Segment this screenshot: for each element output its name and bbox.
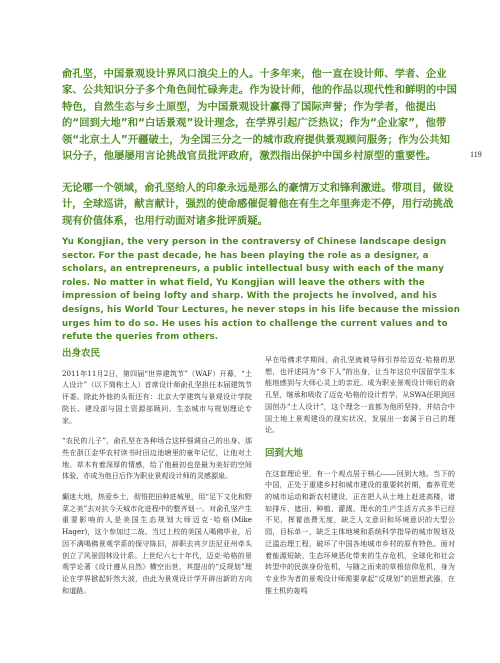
page-number: 119 xyxy=(470,150,482,159)
body-paragraph: 早在哈佛求学期间，俞孔坚就被导师引荐给迈克·哈格的思想，也评述同为“乡下人”的出身，让当年这位中国留学生本能地感到与大师心灵上的亲近。成为职业景观设计师后的俞孔坚，继承和吸收了迈克·哈格的设计哲学，从SWA任职到回国创办“土人设计”，这个理念一直都为他所坚持，并结合中国土地上景观建设的现实状况，发展出一套属于自己的理论。 xyxy=(265,355,455,435)
right-column xyxy=(265,354,455,605)
section-heading-back-to-land: 回到大地 xyxy=(265,447,304,459)
lead-paragraph-en: Yu Kongjian, the very person in the contraversy of Chinese landscape design sector. For the past decade, he has been playing the role as a designer, a scholars, an entrepreneurs, a public intellectual busy with each of the many roles. No matter in what field, Yu Kongjian will leave the others with the impression of being lofty and sharp. With the projects he involved, and his designs, his World Tour Lectures, he never stops in his life because the mission urges him to do so. He uses his action to challenge the current values and to refute the queries from others. xyxy=(62,237,460,343)
lead-paragraph-cn: 俞孔坚，中国景观设计界风口浪尖上的人。十多年来，他一直在设计师、学者、企业家、公共知识分子多个角色间忙碌奔走。作为设计师，他的作品以现代性和鲜明的中国特色，自然生态与乡土原型，为中国景观设计赢得了国际声誉；作为学者，他提出的“回到大地”和“白话景观”设计理念，在学界引起广泛热议；作为“企业家”，他带领“北京土人”开疆破土，为全国三分之一的城市政府提供景观顾问服务；作为公共知识分子，他屡屡用言论挑战官员批评政府，激烈指出保护中国乡村原型的重要性。 xyxy=(62,68,458,163)
left-column xyxy=(62,348,252,605)
lead-paragraph-cn-2: 无论哪一个领域，俞孔坚给人的印象永远是那么的豪情万丈和锋利激进。带项目，做设计，全球巡讲，献言献计，强烈的使命感催促着他在有生之年里奔走不停，用行动挑战现有价值体系，也用行动面对诸多批评质疑。 xyxy=(62,182,454,227)
body-paragraph: “农民的儿子”，俞孔坚在各种场合这样强调自己的出身。那些在浙江金华农村读书时田边池塘里的童年记忆，让他对土地、草木有着深厚的情感，给了他最初也是最为美好的空间体验，亦成为他日后作为职业景观设计师的灵感源泉。 xyxy=(62,436,252,481)
body-paragraph: 2011年11月2日，第四届“世界建筑节”（WAF）开幕，“土人设计”（以下简称土人）首席设计师俞孔坚担任本届建筑节评委。除此外他的头衔还有：北京大学建筑与景观设计学院院长、建设部与国土资源部顾问、生态城市与规划理论专家。 xyxy=(62,368,252,425)
section-heading-origin: 出身农民 xyxy=(62,348,101,359)
body-paragraph: 在这套理论里，有一个观点居于核心——回到大地。当下的中国，正处于重建乡村和城市建设的重要转折期，畜养荒芜的城市运动和新农村建设，正在把人从土地上赶进高楼，诸如排斥，遮田、种植、灌溉、理水的生产生活方式多半已经不见，挥霍浪费无度，缺乏人文意识和环境意识的大型公园，目标单一，缺乏主体地境和系统科学指导的城市规划及泛滥治理工程，破坏了中国各地城市乡村的原有特色。面对着能源短缺、生态环境恶化带来的生存危机，全球化和社会转型中的民族身份危机，与随之而来的草根信仰危机，身为专业作为者的景观设计师需要拿起“反规划”的思想武器，在推土机的轰鸣 xyxy=(265,468,455,595)
body-paragraph: 癫迷大地，热爱乡土，彻悟把田种进城里，用“足下文化和野菜之美”去对抗今天城市化进程中的整齐划一。对俞孔坚产生重要影响的人是美国生态规划大师迈克·哈格(Mike Hager)，这个参加过二战、当过上校的美国人喝佛毕业，后因不满喝佛景观学系的保守陈旧，辞职去宾夕法尼亚州牵头创立了风景园林设计系。上世纪六七十年代，迈克·哈格的景观学论著《设计遵从自然》横空出世，其提出的“反规划”理论在学界掀起轩然大波，由此为景观设计学开辟出新的方向和道路。 xyxy=(62,492,252,595)
